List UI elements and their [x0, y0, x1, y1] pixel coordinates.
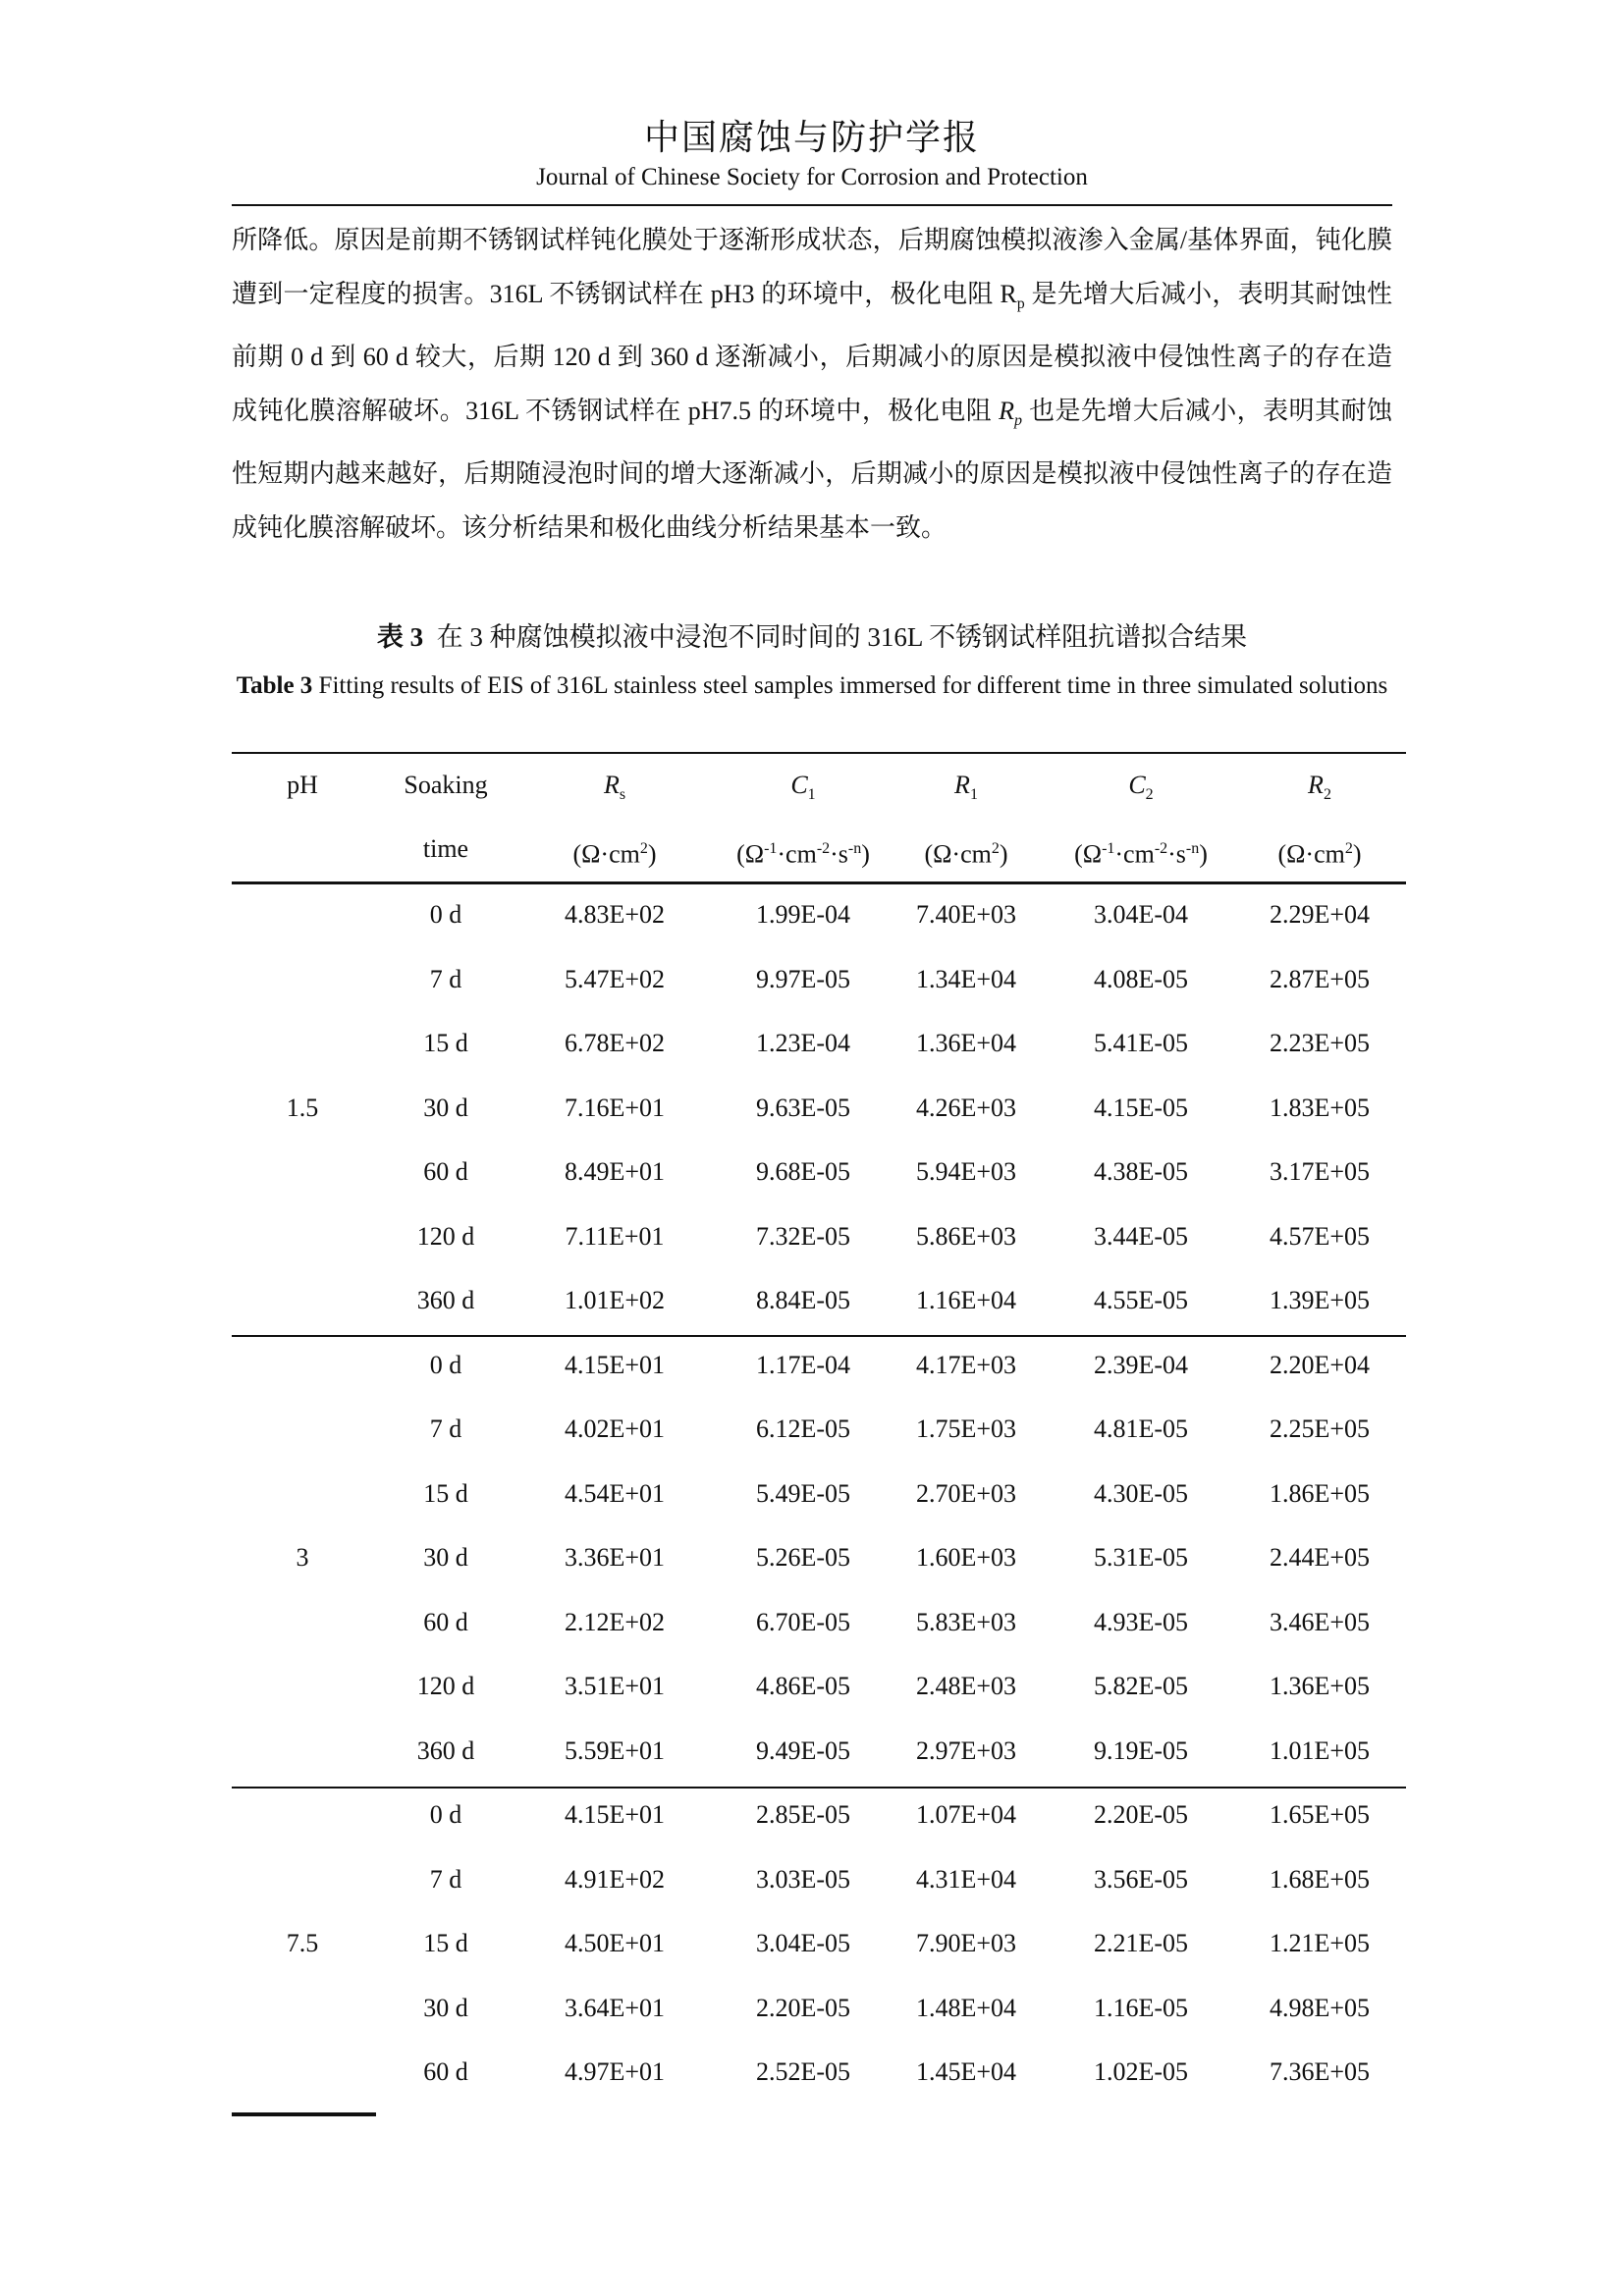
cell-rs: 3.51E+01 [564, 1672, 666, 1700]
cell-c1: 5.49E-05 [755, 1478, 851, 1508]
cell-c1: 3.03E-05 [755, 1864, 851, 1894]
cell-r2: 2.29E+04 [1269, 900, 1371, 929]
header-r2: $R_2$ [1308, 771, 1331, 804]
cell-r1: 1.34E+04 [915, 964, 1017, 993]
cell-r1: 1.75E+03 [915, 1415, 1017, 1443]
header-r1-unit: $(\Omega\cdot cm^2)$ [924, 839, 1008, 869]
cell-c2: 1.16E-05 [1093, 1993, 1189, 2022]
cell-rs: 4.91E+02 [564, 1864, 666, 1894]
cell-rs: 2.12E+02 [564, 1607, 666, 1636]
cell-c1: 2.85E-05 [755, 1800, 851, 1829]
journal-title-en: Journal of Chinese Society for Corrosion and Protection [536, 164, 1088, 190]
cell-c1: 1.99E-04 [755, 900, 851, 929]
cell-c1: 6.70E-05 [755, 1607, 851, 1636]
cell-c2: 4.93E-05 [1093, 1607, 1189, 1636]
cell-c1: 1.23E-04 [755, 1029, 851, 1057]
paragraph-text-1: 所降低。原因是前期不锈钢试样钝化膜处于逐渐形成状态，后期腐蚀模拟液渗入金属/基体界面，钝化膜遭到一定程度的损害。316L 不锈钢试样在 pH3 的环境中，极化电阻 R [232, 226, 1392, 308]
cell-r2: 1.36E+05 [1269, 1672, 1371, 1700]
cell-r1: 2.97E+03 [915, 1735, 1017, 1765]
cell-c1: 2.52E-05 [755, 2057, 851, 2086]
cell-r2: 3.46E+05 [1269, 1607, 1371, 1636]
cell-r1: 5.86E+03 [915, 1221, 1017, 1251]
cell-r2: 1.83E+05 [1269, 1093, 1371, 1122]
cell-rs: 5.47E+02 [564, 964, 666, 993]
body-paragraph [232, 214, 1392, 555]
cell-c2: 3.56E-05 [1093, 1864, 1189, 1894]
group-divider-1 [232, 1335, 1406, 1337]
cell-r2: 2.44E+05 [1269, 1543, 1371, 1572]
cell-r2: 1.68E+05 [1269, 1864, 1371, 1894]
header-rs: $R_s$ [603, 771, 626, 804]
cell-r2: 2.87E+05 [1269, 964, 1371, 993]
cell-rs: 4.02E+01 [564, 1415, 666, 1443]
cell-rs: 4.50E+01 [564, 1929, 666, 1957]
cell-c1: 8.84E-05 [755, 1286, 851, 1314]
header-r1: $R_1$ [954, 771, 978, 804]
cell-soaking-time: 30 d [423, 1093, 468, 1122]
header-c2-unit: $(\Omega^{-1}\cdot cm^{-2}\cdot s^{-n})$ [1074, 839, 1208, 869]
cell-r2: 2.23E+05 [1269, 1029, 1371, 1057]
cell-c2: 4.08E-05 [1093, 964, 1189, 993]
cell-rs: 3.64E+01 [564, 1993, 666, 2022]
cell-soaking-time: 30 d [423, 1543, 468, 1572]
cell-r1: 1.48E+04 [915, 1993, 1017, 2022]
cell-soaking-time: 0 d [429, 1800, 462, 1829]
cell-c2: 2.39E-04 [1093, 1350, 1189, 1379]
cell-c2: 2.21E-05 [1093, 1929, 1189, 1957]
cell-c2: 2.20E-05 [1093, 1800, 1189, 1829]
cell-c2: 4.15E-05 [1093, 1093, 1189, 1122]
cell-c2: 3.44E-05 [1093, 1221, 1189, 1251]
cell-c1: 9.49E-05 [755, 1735, 851, 1765]
cell-c1: 9.63E-05 [755, 1093, 851, 1122]
header-time: time [422, 834, 469, 863]
cell-soaking-time: 0 d [429, 900, 462, 929]
cell-c2: 4.81E-05 [1093, 1415, 1189, 1443]
paragraph-text-2: 是先增大后减小，表明其耐蚀性前期 0 d 到 60 d 较大，后期 120 d 到 360 d 逐渐减小，后期减小的原因是模拟液中侵蚀性离子的存在造成钝化膜溶解破坏。316L 不锈钢试样在 pH7.5 的环境中，极化电阻 [232, 279, 1392, 425]
cell-r1: 4.17E+03 [915, 1350, 1017, 1379]
cell-c2: 5.41E-05 [1093, 1029, 1189, 1057]
table-continued-rule [232, 2112, 376, 2116]
cell-c1: 5.26E-05 [755, 1543, 851, 1572]
cell-rs: 4.15E+01 [564, 1800, 666, 1829]
cell-rs: 6.78E+02 [564, 1029, 666, 1057]
cell-c2: 4.30E-05 [1093, 1478, 1189, 1508]
cell-r1: 5.94E+03 [915, 1157, 1017, 1186]
cell-c1: 1.17E-04 [755, 1350, 851, 1379]
caption-en-label: Table 3 [236, 672, 313, 699]
cell-soaking-time: 15 d [423, 1478, 468, 1508]
cell-soaking-time: 15 d [423, 1929, 468, 1957]
header-r2-unit: $(\Omega\cdot cm^2)$ [1277, 839, 1362, 869]
caption-cn-text: 在 3 种腐蚀模拟液中浸泡不同时间的 316L 不锈钢试样阻抗谱拟合结果 [436, 622, 1248, 652]
cell-rs: 5.59E+01 [564, 1735, 666, 1765]
cell-c2: 5.31E-05 [1093, 1543, 1189, 1572]
cell-soaking-time: 120 d [416, 1221, 475, 1251]
paragraph-sub-2: p [1014, 411, 1023, 429]
group-divider-2 [232, 1787, 1406, 1789]
cell-rs: 3.36E+01 [564, 1543, 666, 1572]
cell-r2: 4.57E+05 [1269, 1221, 1371, 1251]
cell-rs: 8.49E+01 [564, 1157, 666, 1186]
cell-c2: 5.82E-05 [1093, 1672, 1189, 1700]
cell-c1: 2.20E-05 [755, 1993, 851, 2022]
cell-r2: 2.25E+05 [1269, 1415, 1371, 1443]
header-rs-unit: $(\Omega\cdot cm^2)$ [572, 839, 657, 869]
cell-soaking-time: 60 d [423, 1157, 468, 1186]
header-c1: $C_1$ [790, 771, 816, 804]
cell-r2: 1.39E+05 [1269, 1286, 1371, 1314]
cell-c2: 4.38E-05 [1093, 1157, 1189, 1186]
header-rule [232, 204, 1392, 206]
cell-r1: 1.16E+04 [915, 1286, 1017, 1314]
cell-soaking-time: 60 d [423, 2057, 468, 2086]
cell-rs: 1.01E+02 [564, 1286, 666, 1314]
cell-r1: 5.83E+03 [915, 1607, 1017, 1636]
header-c1-unit: $(\Omega^{-1}\cdot cm^{-2}\cdot s^{-n})$ [736, 839, 870, 869]
cell-r1: 2.48E+03 [915, 1672, 1017, 1700]
cell-c1: 4.86E-05 [755, 1672, 851, 1700]
cell-r2: 1.86E+05 [1269, 1478, 1371, 1508]
cell-r1: 1.36E+04 [915, 1029, 1017, 1057]
cell-r1: 2.70E+03 [915, 1478, 1017, 1508]
cell-r1: 4.31E+04 [915, 1864, 1017, 1894]
cell-c1: 7.32E-05 [755, 1221, 851, 1251]
cell-soaking-time: 30 d [423, 1993, 468, 2022]
cell-r1: 4.26E+03 [915, 1093, 1017, 1122]
cell-r1: 1.07E+04 [915, 1800, 1017, 1829]
cell-c2: 9.19E-05 [1093, 1735, 1189, 1765]
header-ph: pH [287, 771, 318, 799]
cell-rs: 4.54E+01 [564, 1478, 666, 1508]
cell-r2: 4.98E+05 [1269, 1993, 1371, 2022]
table-caption-en [232, 668, 1392, 704]
table-header-rule [232, 881, 1406, 884]
cell-r1: 1.45E+04 [915, 2057, 1017, 2086]
cell-rs: 7.11E+01 [565, 1221, 665, 1251]
ph-group-label: 3 [296, 1543, 309, 1572]
caption-cn-label: 表 3 [376, 622, 424, 652]
cell-r2: 1.01E+05 [1269, 1735, 1371, 1765]
cell-r1: 7.90E+03 [915, 1929, 1017, 1957]
ph-group-label: 7.5 [286, 1929, 319, 1957]
cell-rs: 7.16E+01 [564, 1093, 666, 1122]
cell-c1: 6.12E-05 [755, 1415, 851, 1443]
cell-c2: 3.04E-04 [1093, 900, 1189, 929]
cell-r1: 7.40E+03 [915, 900, 1017, 929]
paragraph-sub-1: p [1016, 294, 1025, 312]
cell-soaking-time: 7 d [429, 1415, 462, 1443]
cell-c1: 9.68E-05 [755, 1157, 851, 1186]
cell-rs: 4.97E+01 [564, 2057, 666, 2086]
cell-r2: 7.36E+05 [1269, 2057, 1371, 2086]
header-c2: $C_2$ [1128, 771, 1154, 804]
journal-header [232, 113, 1392, 193]
cell-soaking-time: 7 d [429, 964, 462, 993]
cell-r2: 2.20E+04 [1269, 1350, 1371, 1379]
cell-c1: 9.97E-05 [755, 964, 851, 993]
table-top-rule [232, 752, 1406, 754]
cell-c2: 4.55E-05 [1093, 1286, 1189, 1314]
paragraph-symbol: R [999, 396, 1015, 425]
cell-rs: 4.83E+02 [564, 900, 666, 929]
cell-soaking-time: 120 d [416, 1672, 475, 1700]
cell-c1: 3.04E-05 [755, 1929, 851, 1957]
cell-soaking-time: 360 d [416, 1735, 475, 1765]
ph-group-label: 1.5 [286, 1093, 319, 1122]
cell-r2: 3.17E+05 [1269, 1157, 1371, 1186]
header-soaking: Soaking [404, 771, 488, 799]
cell-rs: 4.15E+01 [564, 1350, 666, 1379]
cell-r2: 1.65E+05 [1269, 1800, 1371, 1829]
cell-soaking-time: 7 d [429, 1864, 462, 1894]
cell-soaking-time: 0 d [429, 1350, 462, 1379]
table-caption-cn [232, 620, 1392, 654]
cell-soaking-time: 360 d [416, 1286, 475, 1314]
cell-soaking-time: 60 d [423, 1607, 468, 1636]
cell-soaking-time: 15 d [423, 1029, 468, 1057]
cell-c2: 1.02E-05 [1093, 2057, 1189, 2086]
paragraph-text-3: 也是先增大后减小，表明其耐蚀性短期内越来越好，后期随浸泡时间的增大逐渐减小，后期减小的原因是模拟液中侵蚀性离子的存在造成钝化膜溶解破坏。该分析结果和极化曲线分析结果基本一致。 [232, 396, 1392, 542]
cell-r2: 1.21E+05 [1269, 1929, 1371, 1957]
caption-en-text: Fitting results of EIS of 316L stainless steel samples immersed for different time in three simulated solutions [318, 672, 1388, 699]
cell-r1: 1.60E+03 [915, 1543, 1017, 1572]
journal-title-cn: 中国腐蚀与防护学报 [643, 118, 980, 157]
